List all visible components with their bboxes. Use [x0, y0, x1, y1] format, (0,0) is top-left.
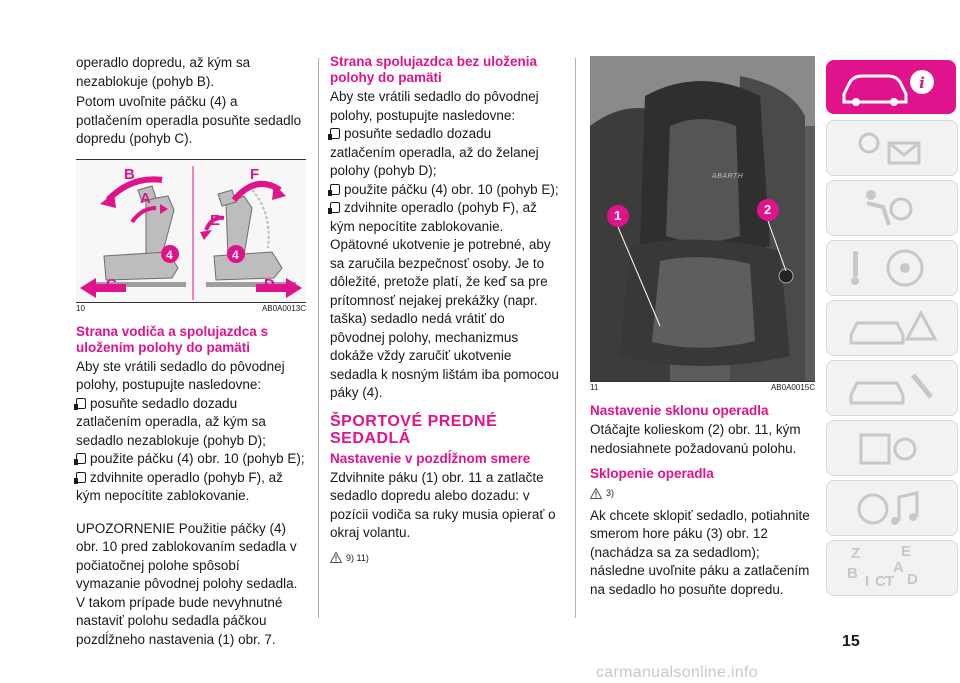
list-item: použite páčku (4) obr. 10 (pohyb E);	[76, 450, 306, 469]
tab-emergency[interactable]	[826, 300, 958, 356]
list-item: posuňte sedadlo dozadu zatlačením operadla, až kým sa sedadlo nezablokuje (pohyb D);	[76, 395, 266, 448]
bullet-icon	[330, 184, 340, 195]
bullet-icon	[330, 128, 340, 139]
bullet-icon	[76, 398, 86, 409]
sport-seat-photo	[590, 56, 815, 381]
paragraph: Aby ste vrátili sedadlo do pôvodnej polohy, postupujte nasledovne:	[330, 89, 539, 123]
reference-numbers: 3)	[606, 488, 615, 498]
car-info-icon	[826, 60, 956, 114]
list-item: použite páčku (4) obr. 10 (pohyb E);	[330, 181, 560, 200]
section-heading: Nastavenie v pozdĺžnom smere	[330, 450, 531, 466]
tab-driving[interactable]	[826, 240, 958, 296]
tab-multimedia[interactable]	[826, 480, 958, 536]
steering-wheel-icon	[827, 241, 957, 295]
figure-10	[76, 159, 306, 314]
specs-icon	[827, 421, 957, 475]
label-b: B	[124, 165, 135, 183]
paragraph: Otáčajte kolieskom (2) obr. 11, kým nedosiahnete požadovanú polohu.	[590, 422, 801, 456]
notice-paragraph: UPOZORNENIE Použitie páčky (4) obr. 10 pred zablokovaním sedadla v počiatočnej polohe spôsobí vymazanie pôvodnej polohy sedadla. V takom prípade bude nevyhnutné nastaviť polohu sedadla páčkou pozdĺžneho nastavenia (1) obr. 7.	[76, 520, 298, 647]
paragraph: Ak chcete sklopiť sedadlo, potiahnite smerom hore páku (3) obr. 12 (nachádza sa za sedadlom); následne uvoľnite páku a zatlačením na sedadlo ho posuňte dopredu.	[590, 507, 810, 597]
label-f: F	[250, 165, 260, 183]
tab-safety[interactable]	[826, 180, 958, 236]
figure-number: 11	[590, 383, 599, 392]
callout-4-right: 4	[232, 247, 239, 262]
paragraph: operadlo dopredu, až kým sa nezablokuje (pohyb B).	[76, 55, 251, 89]
lights-icon	[827, 121, 957, 175]
figure-10-image	[76, 160, 306, 302]
paragraph: Zdvihnite páku (1) obr. 11 a zatlačte sedadlo dopredu alebo dozadu: v pozícii vodiča sa ruky musia opierať o okraj volantu.	[330, 469, 556, 540]
index-icon: Z E B A I C T D	[847, 543, 918, 590]
list-item: posuňte sedadlo dozadu zatlačením operadla, až do želanej polohy (pohyb D);	[330, 126, 539, 178]
tab-lights[interactable]	[826, 120, 958, 176]
watermark: carmanualsonline.info	[596, 664, 758, 681]
callout-4-left: 4	[166, 247, 173, 262]
tab-car-info[interactable]	[826, 60, 956, 114]
section-heading: Nastavenie sklonu operadla	[590, 403, 769, 418]
figure-code: AB0A0015C	[770, 383, 815, 392]
list-item: zdvihnite operadlo (pohyb F), až kým nepocítite zablokovanie. Opätovné ukotvenie je potrebné, aby sa zaručila bezpečnosť osoby. Je to dôležité, pretože platí, že keď sa pre prítomnosť nejakej prekážky (napr. taška) sedadlo nedá vrátiť do pôvodnej polohy, mechanizmus dokáže vždy zaručiť ukotvenie sedadla k nosným lištám iba pomocou páky (4).	[330, 200, 559, 400]
figure-11-caption	[590, 381, 815, 393]
paragraph: Aby ste vrátili sedadlo do pôvodnej polohy, postupujte nasledovne:	[76, 358, 285, 392]
reference-numbers: 9) 11)	[346, 552, 369, 563]
column-3	[590, 54, 815, 599]
chapter-heading: ŠPORTOVÉ PREDNÉ SEDADLÁ	[330, 412, 498, 447]
warning-triangle-icon	[590, 488, 602, 499]
column-divider-2	[575, 58, 576, 618]
column-1	[76, 54, 306, 649]
label-a: A	[140, 189, 151, 207]
figure-number: 10	[76, 303, 85, 313]
paragraph: Potom uvoľnite páčku (4) a potlačením operadla posuňte sedadlo dopredu (pohyb C).	[76, 94, 302, 146]
section-heading: Sklopenie operadla	[590, 466, 714, 481]
bullet-icon	[76, 472, 86, 483]
warning-reference	[330, 549, 560, 568]
callout-1: 1	[614, 208, 622, 223]
tab-service[interactable]	[826, 360, 958, 416]
section-heading: Strana spolujazdca bez uloženia polohy do pamäti	[330, 54, 538, 85]
tab-specs[interactable]	[826, 420, 958, 476]
multimedia-icon	[827, 481, 957, 535]
car-warning-icon	[827, 301, 957, 355]
car-service-icon	[827, 361, 957, 415]
warning-reference	[590, 484, 815, 503]
bullet-icon	[330, 202, 340, 213]
svg-text:i: i	[919, 74, 925, 92]
bullet-icon	[76, 453, 86, 464]
figure-10-caption	[76, 302, 306, 314]
figure-11	[590, 56, 815, 393]
seat-brand-logo: ABARTH	[712, 173, 744, 180]
page-number: 15	[842, 633, 860, 650]
label-d: D	[264, 275, 275, 293]
figure-code: AB0A0013C	[261, 303, 306, 313]
airbag-icon	[827, 181, 957, 235]
label-e: E	[210, 211, 221, 229]
list-item: zdvihnite operadlo (pohyb F), až kým nepocítite zablokovanie.	[76, 469, 283, 503]
tab-index[interactable]	[826, 540, 958, 596]
callout-2: 2	[764, 202, 772, 217]
figure-11-image	[590, 56, 815, 381]
section-heading: Strana vodiča a spolujazdca s uložením polohy do pamäti	[76, 323, 269, 355]
column-2	[330, 54, 560, 567]
warning-triangle-icon	[330, 552, 342, 563]
column-divider-1	[318, 58, 319, 618]
label-c: C	[106, 275, 117, 293]
